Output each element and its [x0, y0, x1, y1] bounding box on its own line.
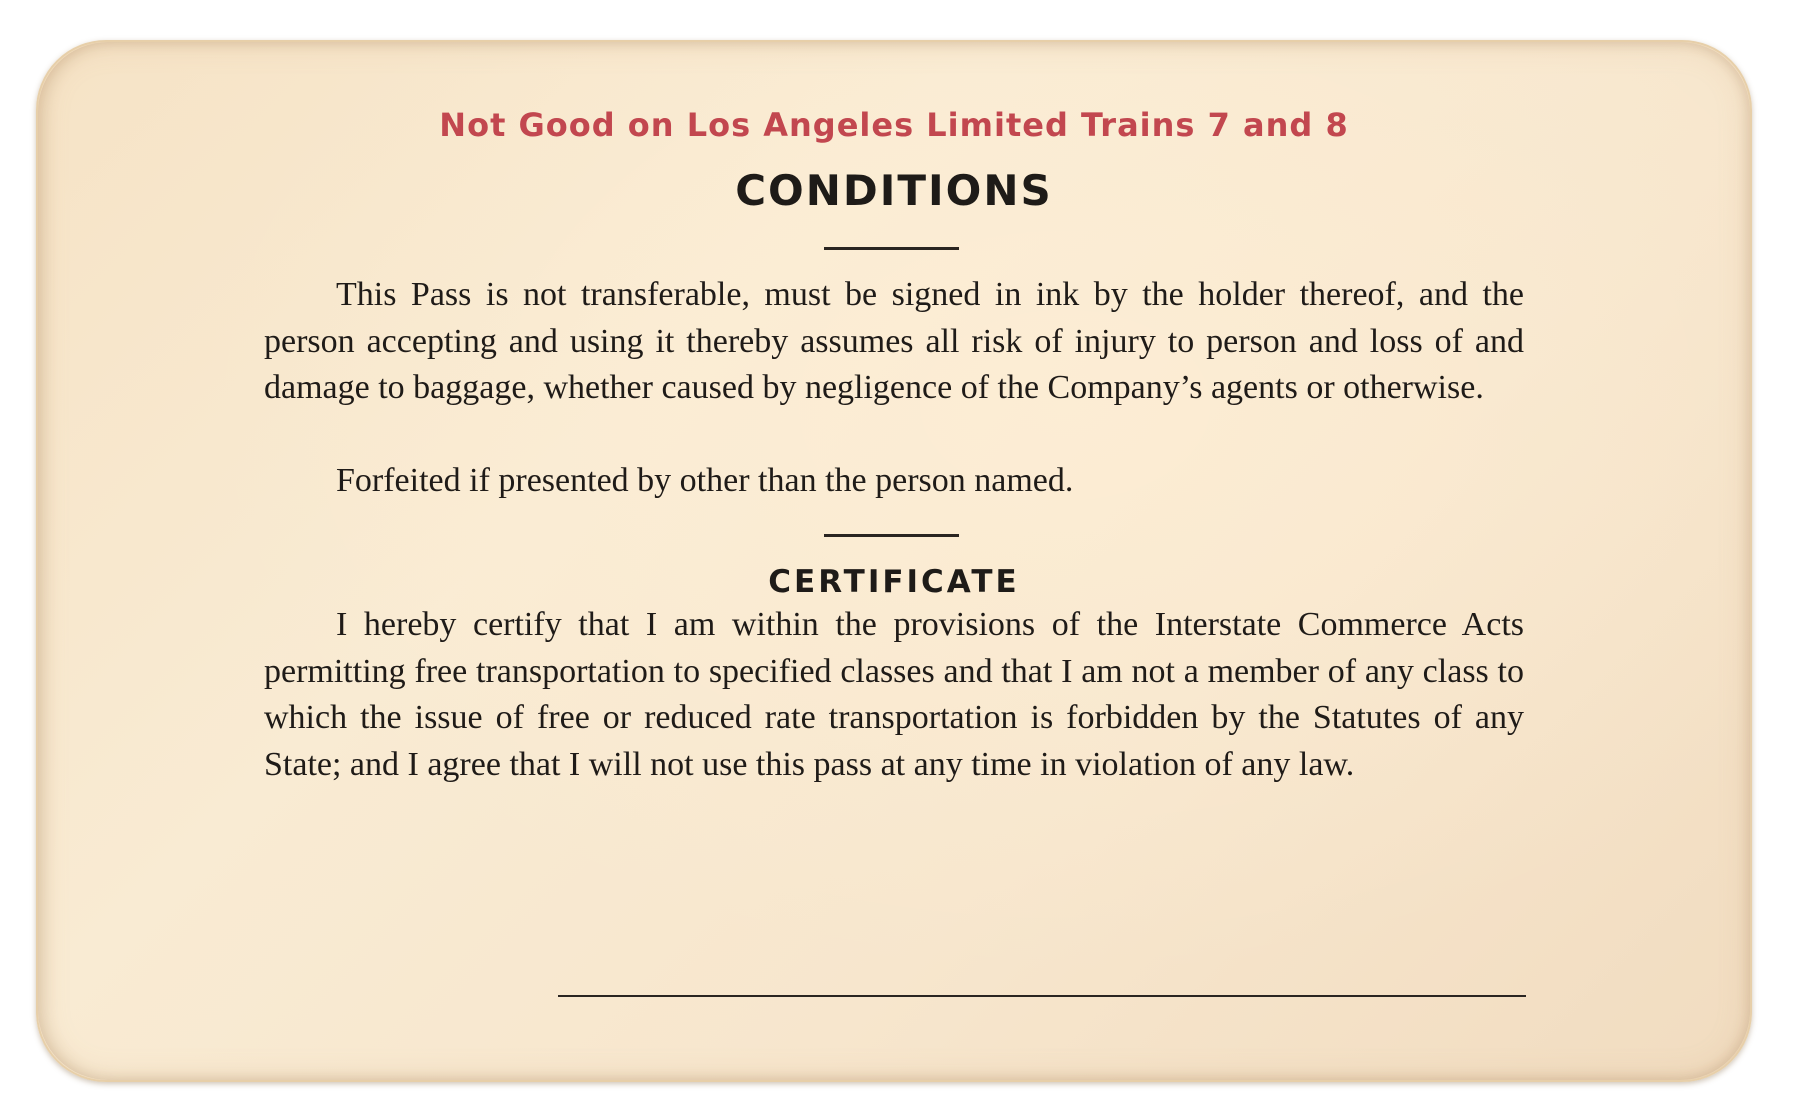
conditions-divider — [824, 247, 959, 250]
certificate-divider — [824, 534, 959, 537]
train-restriction-notice: Not Good on Los Angeles Limited Trains 7 and 8 — [439, 106, 1349, 144]
certificate-heading: CERTIFICATE — [768, 564, 1020, 600]
forfeit-paragraph: Forfeited if presented by other than the person named. — [336, 462, 1074, 499]
railroad-pass-card-back — [36, 40, 1752, 1082]
certificate-paragraph: I hereby certify that I am within the provisions of the Interstate Commerce Acts permitting free transportation to specified classes and that I am not a member of any class to which the issue of free or reduced rate transportation is forbidden by the Statutes of any State; and I agree that I will not use this pass at any time in violation of any law. — [264, 606, 1524, 783]
conditions-heading: CONDITIONS — [735, 166, 1053, 215]
conditions-paragraph: This Pass is not transferable, must be signed in ink by the holder thereof, and the person accepting and using it thereby assumes all risk of injury to person and loss of and damage to baggage, whether caused by negligence of the Company’s agents or otherwise. — [264, 276, 1524, 406]
signature-line — [558, 995, 1526, 997]
